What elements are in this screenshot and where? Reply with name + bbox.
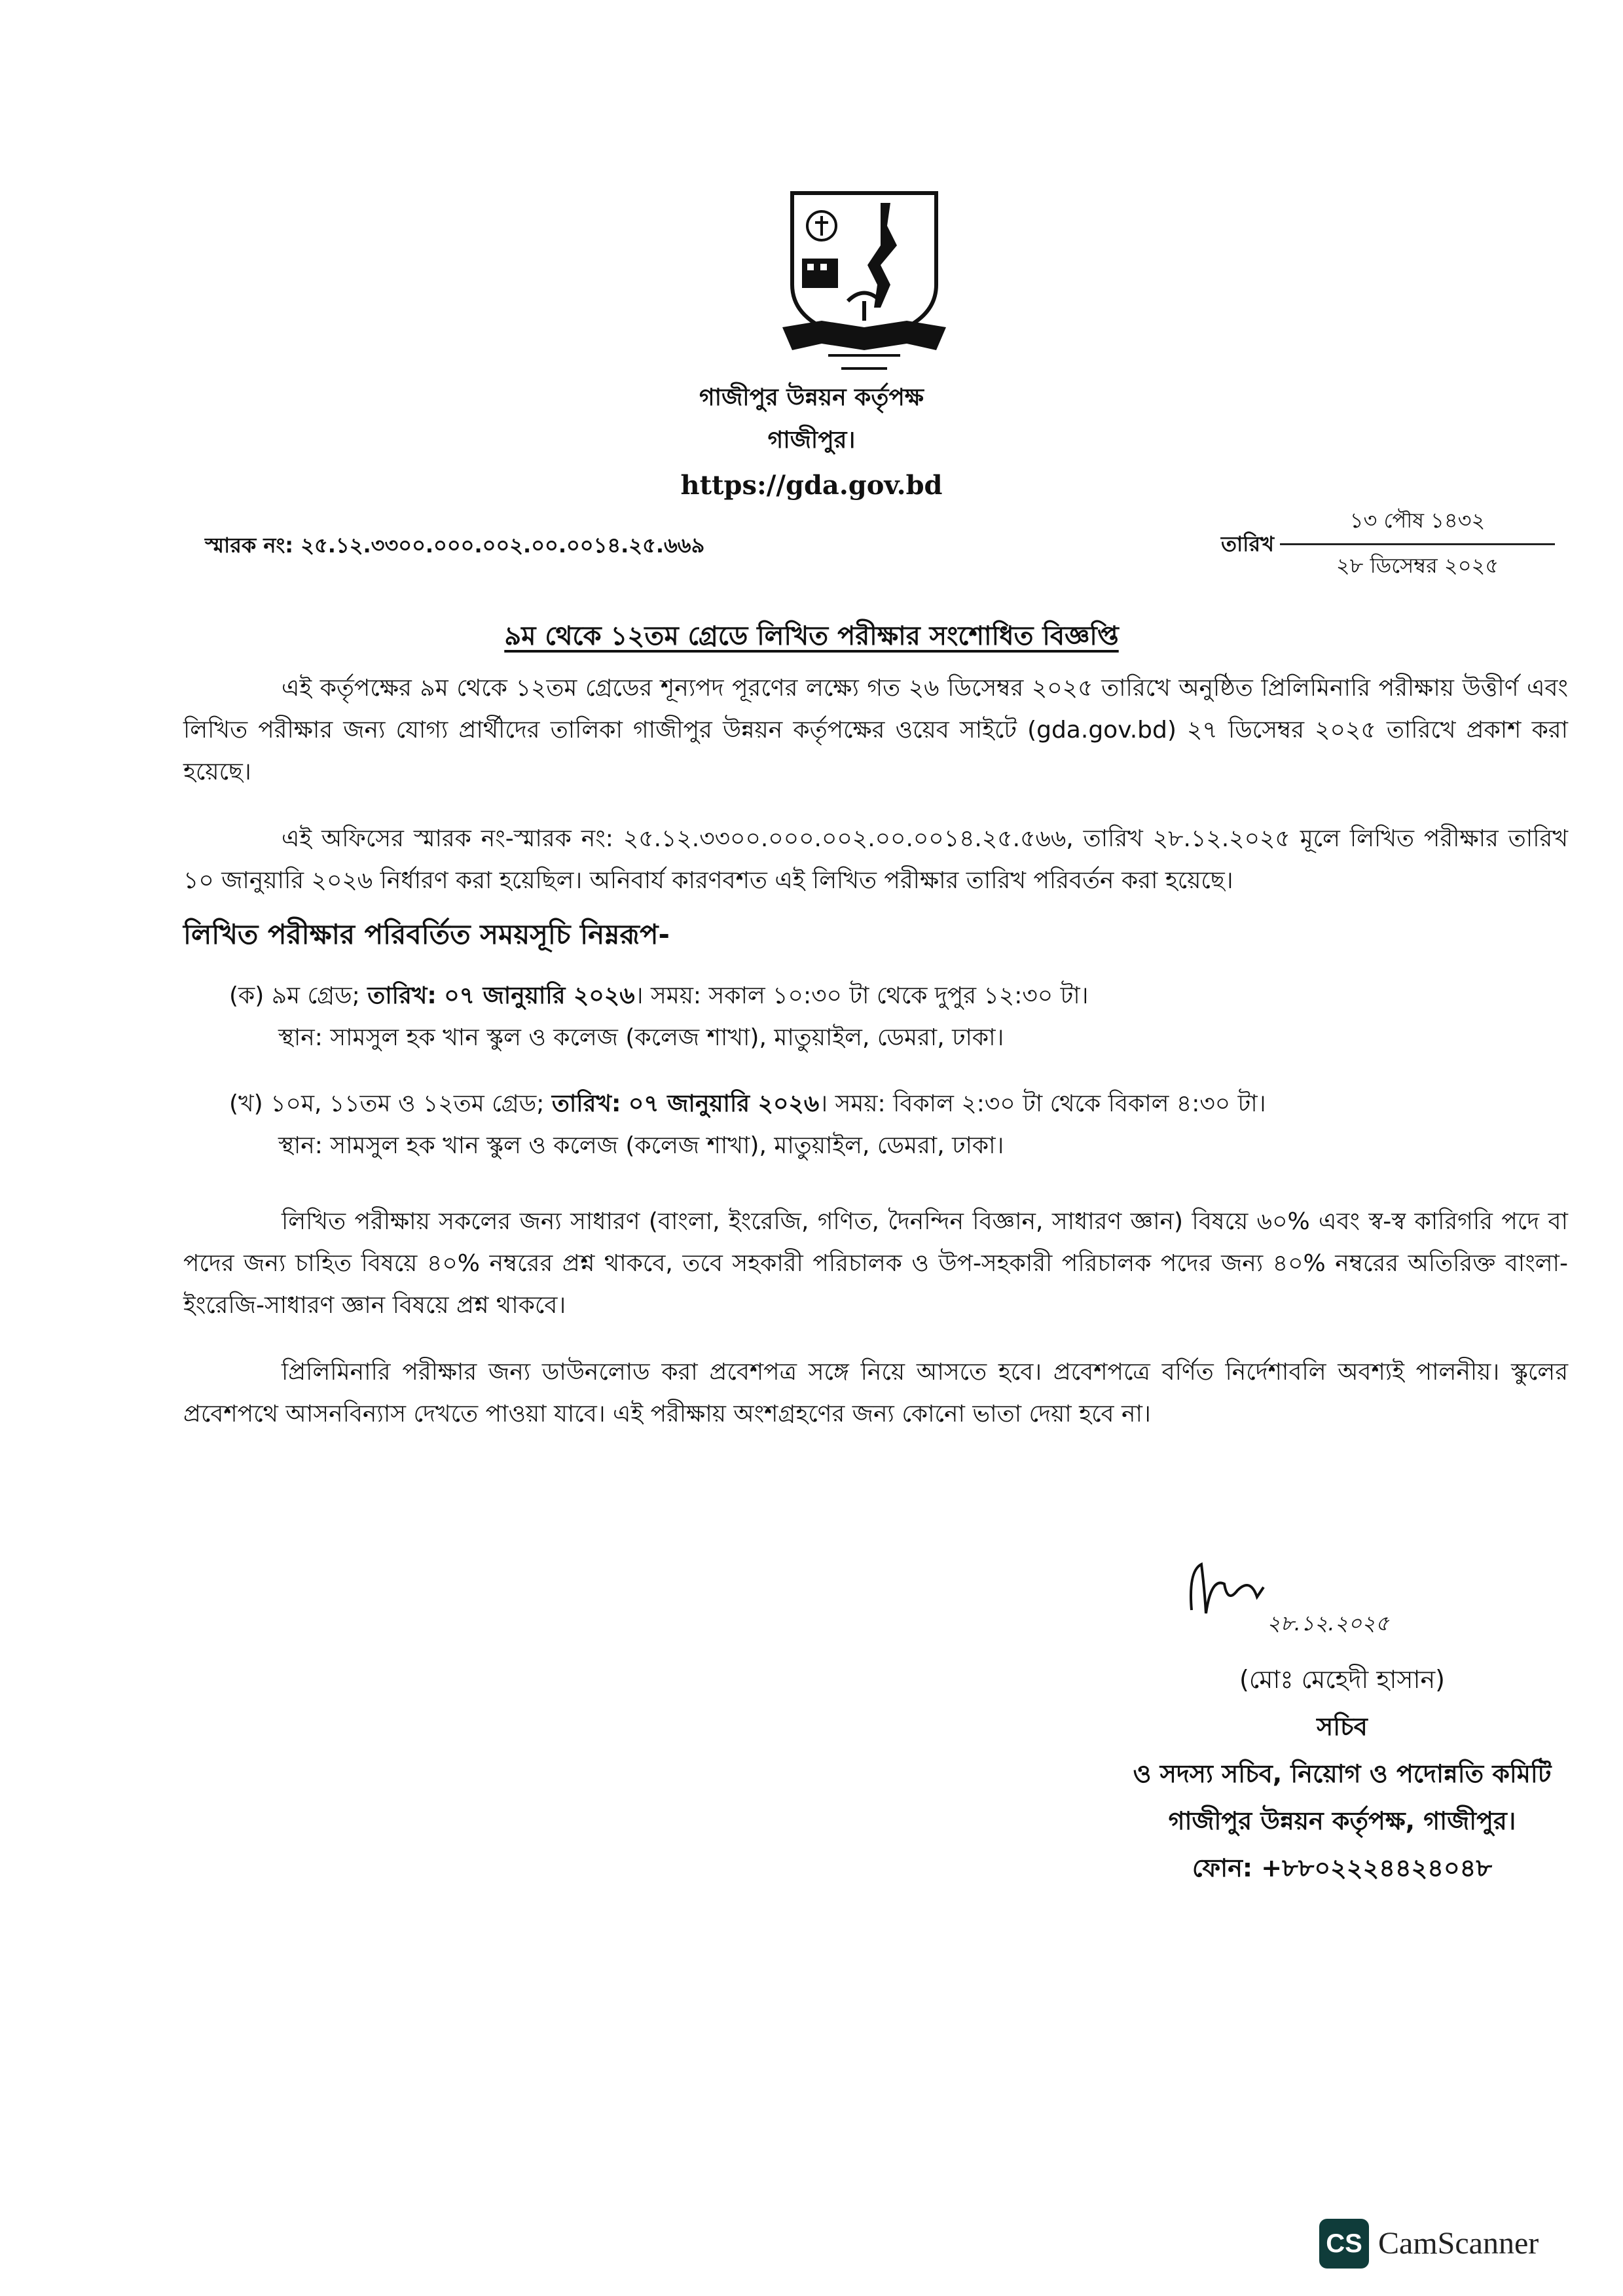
org-city: গাজীপুর। bbox=[767, 427, 856, 454]
signer-block bbox=[1008, 1656, 1623, 1892]
item-time: । সময়: সকাল ১০:৩০ টা থেকে দুপুর ১২:৩০ টা। bbox=[634, 982, 1089, 1009]
item-venue: স্থান: সামসুল হক খান স্কুল ও কলেজ (কলেজ শাখা), মাতুয়াইল, ডেমরা, ঢাকা। bbox=[278, 1132, 1004, 1159]
item-grade: ১০ম, ১১তম ও ১২তম গ্রেড; bbox=[270, 1090, 545, 1117]
schedule-heading: লিখিত পরীক্ষার পরিবর্তিত সময়সূচি নিম্নরূপ- bbox=[183, 918, 670, 950]
schedule-item-kha bbox=[229, 1083, 1571, 1167]
date-bangla: ১৩ পৌষ ১৪৩২ bbox=[1280, 504, 1555, 545]
org-name: গাজীপুর উন্নয়ন কর্তৃপক্ষ bbox=[699, 384, 924, 411]
item-time: । সময়: বিকাল ২:৩০ টা থেকে বিকাল ৪:৩০ টা। bbox=[819, 1090, 1266, 1117]
org-url[interactable]: https://gda.gov.bd bbox=[680, 470, 943, 501]
item-grade: ৯ম গ্রেড; bbox=[271, 982, 360, 1009]
camscanner-icon: CS bbox=[1319, 2219, 1369, 2269]
item-date-label: তারিখ: bbox=[367, 982, 437, 1009]
signer-name: (মোঃ মেহেদী হাসান) bbox=[1239, 1665, 1445, 1694]
item-venue: স্থান: সামসুল হক খান স্কুল ও কলেজ (কলেজ শাখা), মাতুয়াইল, ডেমরা, ঢাকা। bbox=[278, 1024, 1004, 1051]
paragraph-3: লিখিত পরীক্ষায় সকলের জন্য সাধারণ (বাংলা, ইংরেজি, গণিত, দৈনন্দিন বিজ্ঞান, সাধারণ জ্ঞান) বিষয়ে ৬০% এবং স্ব-স্ব কারিগরি পদে বা পদের জন্য চাহিত বিষয়ে ৪০% নম্বরের প্রশ্ন থাকবে, তবে সহকারী পরিচালক ও উপ-সহকারী পরিচালক পদের জন্য ৪০% নম্বরের অতিরিক্ত বাংলা-ইংরেজি-সাধারণ জ্ঞান বিষয়ে প্রশ্ন থাকবে। bbox=[183, 1208, 1568, 1319]
date-box bbox=[1280, 504, 1555, 584]
camscanner-label: CamScanner bbox=[1378, 2226, 1539, 2261]
paragraph-1: এই কর্তৃপক্ষের ৯ম থেকে ১২তম গ্রেডের শূন্যপদ পূরণের লক্ষ্যে গত ২৬ ডিসেম্বর ২০২৫ তারিখে অনুষ্ঠিত প্রিলিমিনারি পরীক্ষায় উত্তীর্ণ এবং লিখিত পরীক্ষার জন্য যোগ্য প্রার্থীদের তালিকা গাজীপুর উন্নয়ন কর্তৃপক্ষের ওয়েব সাইটে (gda.gov.bd) ২৭ ডিসেম্বর ২০২৫ তারিখে প্রকাশ করা হয়েছে। bbox=[183, 675, 1568, 785]
schedule-line bbox=[229, 1083, 1571, 1125]
org-logo bbox=[782, 187, 946, 383]
memo-number: স্মারক নং: ২৫.১২.৩৩০০.০০০.০০২.০০.০০১৪.২৫.৬৬৯ bbox=[205, 533, 705, 558]
item-marker: (খ) bbox=[229, 1090, 263, 1117]
schedule-line bbox=[229, 975, 1571, 1017]
item-date: ০৭ জানুয়ারি ২০২৬ bbox=[628, 1090, 820, 1117]
notice-title: ৯ম থেকে ১২তম গ্রেডে লিখিত পরীক্ষার সংশোধিত বিজ্ঞপ্তি bbox=[504, 621, 1119, 651]
paragraph-4: প্রিলিমিনারি পরীক্ষার জন্য ডাউনলোড করা প্রবেশপত্র সঙ্গে নিয়ে আসতে হবে। প্রবেশপত্রে বর্ণিত নির্দেশাবলি অবশ্যই পালনীয়। স্কুলের প্রবেশপথে আসনবিন্যাস দেখতে পাওয়া যাবে। এই পরীক্ষায় অংশগ্রহণের জন্য কোনো ভাতা দেয়া হবে না। bbox=[183, 1359, 1568, 1427]
date-english: ২৮ ডিসেম্বর ২০২৫ bbox=[1336, 553, 1499, 578]
signer-phone: ফোন: +৮৮০২২২৪৪২৪০৪৮ bbox=[1192, 1854, 1492, 1882]
item-marker: (ক) bbox=[229, 982, 264, 1009]
date-label: তারিখ bbox=[1221, 531, 1275, 556]
paragraph-2: এই অফিসের স্মারক নং-স্মারক নং: ২৫.১২.৩৩০০.০০০.০০২.০০.০০১৪.২৫.৫৬৬, তারিখ ২৮.১২.২০২৫ মূলে লিখিত পরীক্ষার তারিখ ১০ জানুয়ারি ২০২৬ নির্ধারণ করা হয়েছিল। অনিবার্য কারণবশত এই লিখিত পরীক্ষার তারিখ পরিবর্তন করা হয়েছে। bbox=[183, 825, 1568, 894]
signer-org: গাজীপুর উন্নয়ন কর্তৃপক্ষ, গাজীপুর। bbox=[1168, 1806, 1516, 1835]
signer-designation: সচিব bbox=[1317, 1712, 1368, 1741]
item-date-label: তারিখ: bbox=[551, 1090, 621, 1117]
signer-committee: ও সদস্য সচিব, নিয়োগ ও পদোন্নতি কমিটি bbox=[1133, 1759, 1552, 1788]
signature-date: ২৮.১২.২০২৫ bbox=[1267, 1611, 1389, 1636]
schedule-item-ka bbox=[229, 975, 1571, 1059]
item-date: ০৭ জানুয়ারি ২০২৬ bbox=[444, 982, 635, 1009]
